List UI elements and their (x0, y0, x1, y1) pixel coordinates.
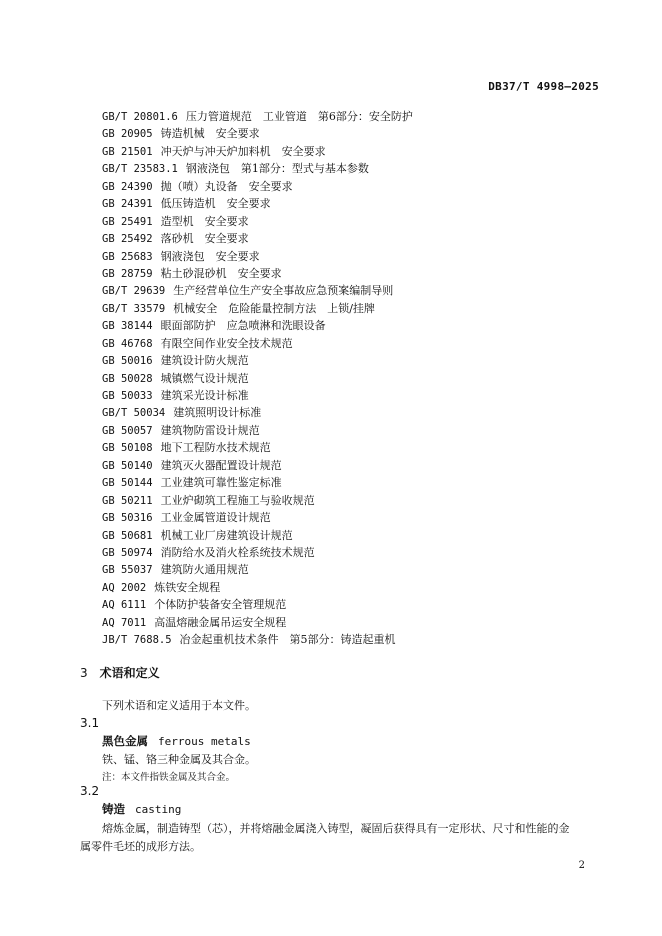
reference-item (102, 108, 413, 125)
reference-title: 工业炉砌筑工程施工与验收规范 (160, 493, 315, 507)
reference-item (102, 614, 413, 631)
reference-title: 机械安全 危险能量控制方法 上锁/挂牌 (173, 301, 375, 315)
reference-title: 建筑设计防火规范 (160, 354, 249, 368)
reference-item (102, 143, 413, 160)
reference-title: 冶金起重机技术条件 第5部分：铸造起重机 (179, 633, 396, 647)
reference-item (102, 178, 413, 195)
reference-item (102, 265, 413, 282)
page-number: 2 (578, 860, 585, 871)
reference-code: GB 50316 (102, 512, 153, 525)
reference-item (102, 248, 413, 265)
reference-title: 炼铁安全规程 (154, 580, 221, 594)
reference-item (102, 561, 413, 578)
reference-item (102, 125, 413, 142)
reference-item (102, 213, 413, 230)
reference-code: GB 24390 (102, 180, 153, 193)
reference-title: 造型机 安全要求 (160, 214, 249, 228)
reference-item (102, 282, 413, 299)
reference-item (102, 300, 413, 317)
section-heading (80, 664, 160, 681)
reference-item (102, 195, 413, 212)
reference-item (102, 527, 413, 544)
reference-title: 生产经营单位生产安全事故应急预案编制导则 (173, 284, 394, 298)
reference-code: GB 50681 (102, 529, 153, 542)
term-heading (102, 733, 251, 749)
reference-title: 粘土砂混砂机 安全要求 (160, 266, 282, 280)
term-note: 注：本文件指铁金属及其合金。 (102, 772, 236, 783)
reference-item (102, 335, 413, 352)
reference-title: 工业金属管道设计规范 (160, 511, 271, 525)
reference-code: GB 50140 (102, 459, 153, 472)
reference-title: 冲天炉与冲天炉加料机 安全要求 (160, 144, 326, 158)
reference-title: 钢液浇包 安全要求 (160, 249, 260, 263)
reference-code: GB 38144 (102, 320, 153, 333)
reference-title: 抛（喷）丸设备 安全要求 (160, 179, 293, 193)
reference-title: 建筑防火通用规范 (160, 563, 249, 577)
reference-item (102, 230, 413, 247)
reference-title: 落砂机 安全要求 (160, 232, 249, 246)
reference-code: GB 28759 (102, 267, 153, 280)
reference-title: 有限空间作业安全技术规范 (160, 336, 293, 350)
reference-title: 压力管道规范 工业管道 第6部分：安全防护 (185, 110, 413, 123)
reference-code: JB/T 7688.5 (102, 634, 172, 647)
reference-item (102, 387, 413, 404)
reference-code: GB 25492 (102, 233, 153, 246)
section-intro: 下列术语和定义适用于本文件。 (102, 699, 256, 712)
term-definition: 铁、锰、铬三种金属及其合金。 (102, 753, 256, 766)
reference-code: GB 50033 (102, 390, 153, 402)
reference-code: GB 50108 (102, 442, 153, 455)
reference-code: AQ 7011 (102, 616, 147, 629)
reference-title: 机械工业厂房建筑设计规范 (160, 528, 293, 542)
term-heading (102, 801, 181, 817)
reference-code: GB 50028 (102, 372, 153, 385)
reference-title: 建筑物防雷设计规范 (160, 423, 260, 437)
reference-title: 铸造机械 安全要求 (160, 127, 260, 141)
reference-title: 建筑采光设计标准 (160, 389, 249, 402)
reference-code: GB/T 23583.1 (102, 163, 178, 176)
reference-code: GB 55037 (102, 564, 153, 577)
reference-item (102, 544, 413, 561)
reference-code: GB 20905 (102, 128, 153, 141)
reference-item (102, 439, 413, 456)
normative-references-list (102, 108, 413, 649)
reference-code: AQ 2002 (102, 581, 147, 594)
reference-item (102, 509, 413, 526)
reference-code: GB/T 29639 (102, 285, 166, 298)
reference-item (102, 474, 413, 491)
reference-item (102, 370, 413, 387)
reference-item (102, 404, 413, 421)
reference-code: GB 50211 (102, 494, 153, 507)
section-title: 术语和定义 (99, 666, 160, 680)
reference-title: 低压铸造机 安全要求 (160, 197, 271, 211)
reference-item (102, 492, 413, 509)
reference-title: 消防给水及消火栓系统技术规范 (160, 545, 315, 559)
reference-code: GB/T 33579 (102, 302, 166, 315)
reference-code: GB 50144 (102, 477, 153, 490)
reference-item (102, 422, 413, 439)
term-en: ferrous metals (158, 735, 251, 748)
reference-title: 高温熔融金属吊运安全规程 (154, 615, 287, 629)
reference-item (102, 317, 413, 334)
reference-item (102, 160, 413, 177)
reference-code: GB 21501 (102, 145, 153, 158)
section-number: 3 (80, 666, 88, 680)
reference-title: 建筑灭火器配置设计规范 (160, 458, 282, 472)
reference-item (102, 596, 413, 613)
reference-code: GB 50057 (102, 424, 153, 437)
reference-code: GB 25683 (102, 250, 153, 263)
reference-item (102, 631, 413, 648)
reference-item (102, 352, 413, 369)
reference-code: GB/T 20801.6 (102, 111, 178, 123)
reference-title: 城镇燃气设计规范 (160, 371, 249, 385)
term-number: 3.1 (80, 716, 100, 730)
reference-code: GB/T 50034 (102, 407, 166, 420)
reference-item (102, 457, 413, 474)
term-number: 3.2 (80, 784, 100, 798)
reference-code: GB 25491 (102, 215, 153, 228)
reference-title: 眼面部防护 应急喷淋和洗眼设备 (160, 319, 326, 333)
term-zh: 黑色金属 (102, 734, 148, 748)
term-zh: 铸造 (102, 802, 125, 816)
reference-title: 地下工程防水技术规范 (160, 441, 271, 455)
reference-code: GB 24391 (102, 198, 153, 211)
term-definition-line: 属零件毛坯的成形方法。 (80, 840, 201, 853)
reference-code: AQ 6111 (102, 599, 147, 612)
reference-title: 钢液浇包 第1部分：型式与基本参数 (185, 162, 369, 176)
reference-title: 建筑照明设计标准 (173, 406, 262, 420)
reference-title: 个体防护装备安全管理规范 (154, 598, 287, 612)
reference-code: GB 50016 (102, 355, 153, 368)
term-en: casting (135, 803, 182, 816)
document-code: DB37/T 4998—2025 (488, 80, 599, 93)
reference-code: GB 46768 (102, 337, 153, 350)
reference-title: 工业建筑可靠性鉴定标准 (160, 476, 282, 490)
reference-code: GB 50974 (102, 546, 153, 559)
term-definition-line: 熔炼金属，制造铸型（芯），并将熔融金属浇入铸型，凝固后获得具有一定形状、尺寸和性能的金 (102, 822, 570, 835)
reference-item (102, 579, 413, 596)
